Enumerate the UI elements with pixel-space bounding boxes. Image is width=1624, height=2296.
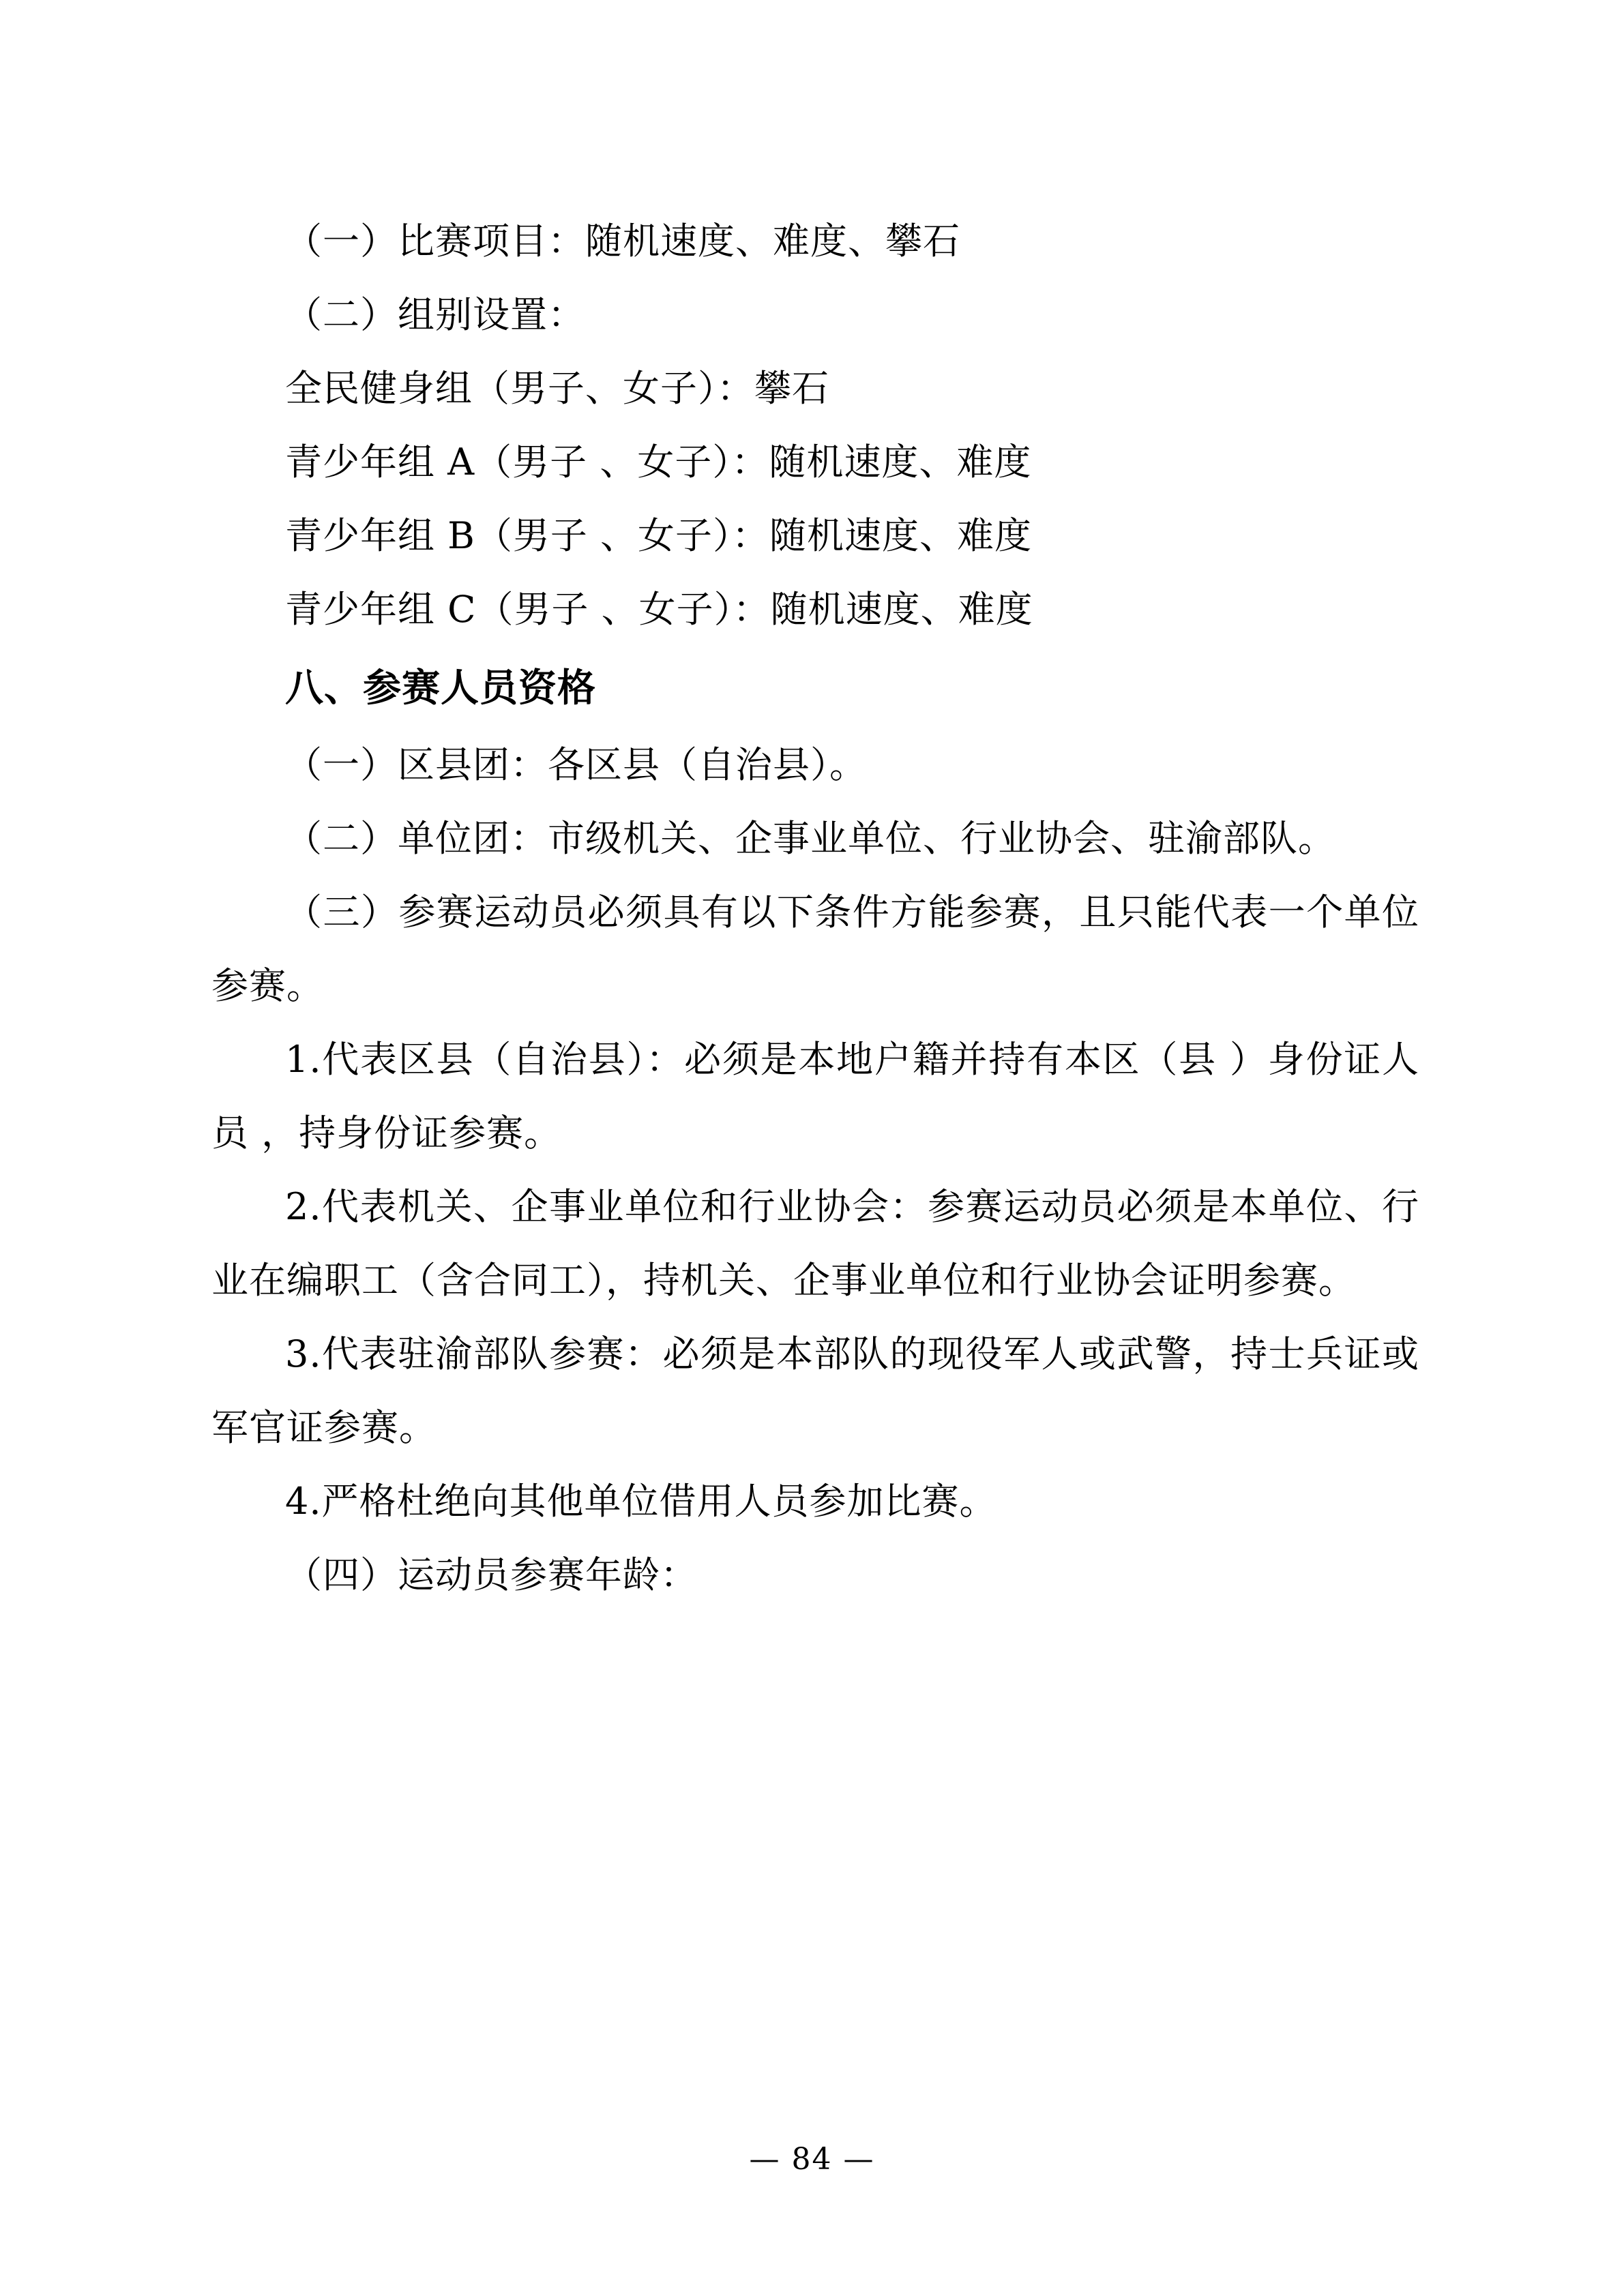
paragraph-item-3-military: 3.代表驻渝部队参赛：必须是本部队的现役军人或武警，持士兵证或军官证参赛。: [211, 1332, 1419, 1449]
paragraph-youth-group-c: 青少年组 C（男子 、女子）：随机速度、难度: [285, 588, 1033, 631]
section-heading-eligibility: 八、参赛人员资格: [285, 666, 596, 711]
document-body: [211, 205, 1419, 1612]
paragraph-item-4-no-borrowing: 4.严格杜绝向其他单位借用人员参加比赛。: [285, 1480, 997, 1523]
paragraph-item-2-organization: 2.代表机关、企事业单位和行业协会：参赛运动员必须是本单位、行业在编职工（含合同工），持机关、企事业单位和行业协会证明参赛。: [211, 1185, 1419, 1302]
paragraph-youth-group-b: 青少年组 B（男子 、女子）：随机速度、难度: [285, 514, 1033, 557]
paragraph-item-1-district: 1.代表区县（自治县）：必须是本地户籍并持有本区（县 ）身份证人员 ，持身份证参赛。: [211, 1038, 1419, 1154]
paragraph-district-team: （一）区县团：各区县（自治县）。: [285, 743, 867, 786]
paragraph-athlete-age: （四）运动员参赛年龄：: [285, 1553, 698, 1596]
paragraph-competition-events: （一）比赛项目：随机速度、难度、攀石: [285, 220, 960, 263]
paragraph-fitness-group: 全民健身组（男子、女子）：攀石: [285, 367, 829, 410]
page-number-footer: — 84 —: [749, 2142, 875, 2177]
paragraph-group-setup: （二）组别设置：: [285, 293, 585, 336]
paragraph-athlete-conditions: （三）参赛运动员必须具有以下条件方能参赛，且只能代表一个单位参赛。: [211, 891, 1419, 1007]
paragraph-youth-group-a: 青少年组 A（男子 、女子）：随机速度、难度: [285, 441, 1032, 483]
paragraph-unit-team: （二）单位团：市级机关、企事业单位、行业协会、驻渝部队。: [285, 817, 1335, 860]
